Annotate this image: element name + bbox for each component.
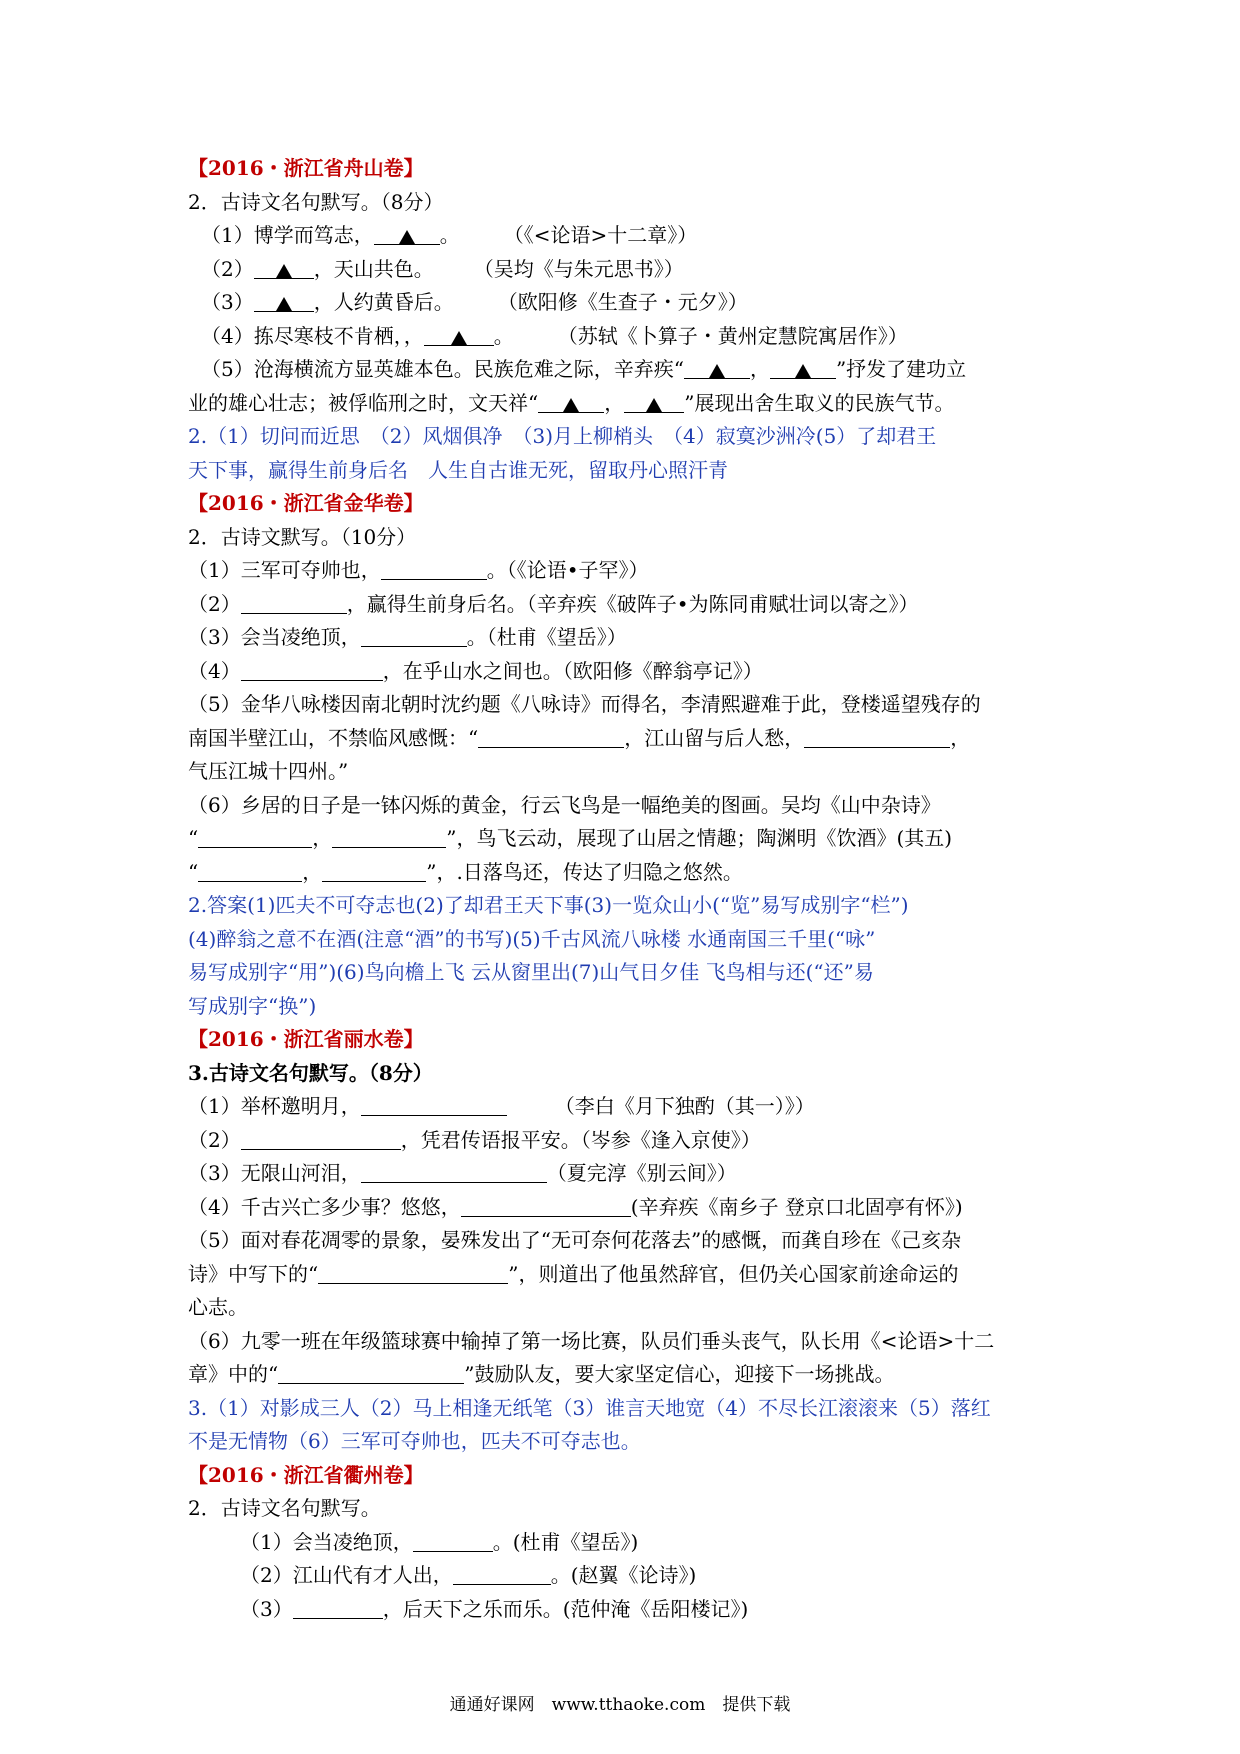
- question-item: （5）沧海横流方显英雄本色。民族危难之际，辛弃疾“ ， ”抒发了建功立: [201, 357, 967, 381]
- question-item: （4）拣尽寒枝不肯栖，， 。 （苏轼《卜算子・黄州定慧院寓居作》）: [201, 323, 908, 348]
- answer-line: 2.答案(1)匹夫不可夺志也(2)了却君王天下事(3)一览众山小(“览”易写成别字“栏”): [188, 893, 909, 917]
- triangle-icon: [646, 398, 662, 412]
- question-item: （3）无限山河泪， （夏完淳《别云间》）: [188, 1161, 737, 1185]
- section-header-lishui: 【2016・浙江省丽水卷】: [188, 1027, 424, 1051]
- answer-blank[interactable]: [374, 222, 440, 245]
- answer-blank[interactable]: [361, 1160, 547, 1183]
- answer-blank[interactable]: [322, 859, 426, 882]
- answer-blank[interactable]: [332, 825, 446, 848]
- question-item-cont: 南国半壁江山，不禁临风感慨：“ ，江山留与后人愁， ，: [188, 725, 971, 750]
- answer-blank[interactable]: [241, 658, 383, 681]
- triangle-icon: [276, 297, 292, 311]
- question-title: 2．古诗文名句默写。（8分）: [188, 189, 444, 214]
- triangle-icon: [709, 364, 725, 378]
- answer-blank[interactable]: [684, 356, 750, 379]
- answer-blank[interactable]: [318, 1261, 508, 1284]
- triangle-icon: [563, 398, 579, 412]
- question-item: （5）金华八咏楼因南北朝时沈约题《八咏诗》而得名，李清熙避难于此，登楼遥望残存的: [188, 692, 981, 716]
- answer-blank[interactable]: [770, 356, 836, 379]
- page-footer: 通通好课网 www.tthaoke.com 提供下载: [449, 1695, 791, 1715]
- answer-line: 不是无情物（6）三军可夺帅也，匹夫不可夺志也。: [188, 1429, 641, 1453]
- question-item: （4） ，在乎山水之间也。（欧阳修《醉翁亭记》）: [188, 658, 763, 683]
- section-header-quzhou: 【2016・浙江省衢州卷】: [188, 1462, 424, 1487]
- answer-blank[interactable]: [293, 1596, 383, 1619]
- question-item: （2） ，凭君传语报平安。（岑参《逢入京使》）: [188, 1127, 761, 1152]
- question-item: （1）博学而笃志， 。 （《<论语>十二章》）: [201, 223, 698, 247]
- answer-line: 2.（1）切问而近思 （2）风烟俱净 （3)月上柳梢头 （4）寂寞沙洲冷(5）了却君王: [188, 424, 937, 448]
- answer-blank[interactable]: [453, 1562, 551, 1585]
- answer-blank[interactable]: [241, 591, 347, 614]
- answer-blank[interactable]: [424, 323, 494, 346]
- answer-blank[interactable]: [254, 256, 314, 279]
- answer-line: 易写成别字“用”)(6)鸟向檐上飞 云从窗里出(7)山气日夕佳 飞鸟相与还(“还”易: [188, 960, 874, 984]
- triangle-icon: [399, 230, 415, 244]
- answer-line: (4)醉翁之意不在酒(注意“酒”的书写)(5)千古风流八咏楼 水通南国三千里(“咏”: [188, 926, 876, 951]
- question-item-cont: 诗》中写下的“ ”，则道出了他虽然辞官，但仍关心国家前途命运的: [188, 1261, 959, 1286]
- question-item: （3） ，人约黄昏后。 （欧阳修《生查子・元夕》）: [201, 290, 748, 314]
- question-item: （1）会当凌绝顶， 。(杜甫《望岳》): [240, 1529, 639, 1554]
- question-title: 3.古诗文名句默写。（8分）: [188, 1060, 433, 1085]
- question-item: （1）举杯邀明月， （李白《月下独酌（其一）》）: [188, 1094, 815, 1118]
- answer-blank[interactable]: [254, 289, 314, 312]
- answer-blank[interactable]: [538, 390, 604, 413]
- question-item-cont: “ ， ”，鸟飞云动，展现了山居之情趣；陶渊明《饮酒》(其五): [188, 826, 953, 850]
- answer-blank[interactable]: [478, 725, 624, 748]
- question-item-cont: 章》中的“ ”鼓励队友，要大家坚定信心，迎接下一场挑战。: [188, 1362, 895, 1386]
- question-item: （3） ，后天下之乐而乐。(范仲淹《岳阳楼记》): [240, 1596, 749, 1621]
- question-item: （3）会当凌绝顶， 。（杜甫《望岳》）: [188, 625, 627, 649]
- answer-blank[interactable]: [361, 1093, 507, 1116]
- answer-blank[interactable]: [461, 1194, 631, 1217]
- question-item: （2） ，赢得生前身后名。（辛弃疾《破阵子•为陈同甫赋壮词以寄之》）: [188, 591, 919, 616]
- answer-blank[interactable]: [624, 390, 684, 413]
- section-header-jinhua: 【2016・浙江省金华卷】: [188, 491, 424, 515]
- question-item: （2）江山代有才人出， 。(赵翼《论诗》): [240, 1563, 697, 1587]
- question-item: （6）九零一班在年级篮球赛中输掉了第一场比赛，队员们垂头丧气，队长用《<论语>十二: [188, 1328, 995, 1353]
- question-item-cont: 业的雄心壮志；被俘临刑之时，文天祥“ ， ”展现出舍生取义的民族气节。: [188, 390, 955, 415]
- question-title: 2．古诗文默写。（10分）: [188, 524, 417, 549]
- question-item: （4）千古兴亡多少事？悠悠， (辛弃疾《南乡子 登京口北固亭有怀》): [188, 1194, 963, 1219]
- question-item-cont: “ ， ”，.日落鸟还，传达了归隐之悠然。: [188, 859, 743, 884]
- answer-blank[interactable]: [198, 825, 312, 848]
- answer-blank[interactable]: [361, 624, 467, 647]
- answer-blank[interactable]: [241, 1127, 401, 1150]
- question-title: 2．古诗文名句默写。: [188, 1496, 381, 1520]
- answer-blank[interactable]: [198, 859, 302, 882]
- answer-blank[interactable]: [804, 725, 950, 748]
- document-page: [188, 152, 1058, 1626]
- triangle-icon: [276, 264, 292, 278]
- question-item: （6）乡居的日子是一钵闪烁的黄金，行云飞鸟是一幅绝美的图画。吴均《山中杂诗》: [188, 792, 941, 817]
- question-item-cont: 心志。: [188, 1295, 248, 1319]
- answer-line: 写成别字“换”): [188, 993, 317, 1018]
- triangle-icon: [451, 331, 467, 345]
- question-item-cont: 气压江城十四州。”: [188, 759, 349, 783]
- answer-blank[interactable]: [381, 557, 487, 580]
- answer-blank[interactable]: [278, 1361, 464, 1384]
- question-item: （5）面对春花凋零的景象，晏殊发出了“无可奈何花落去”的感慨，而龚自珍在《己亥杂: [188, 1228, 962, 1252]
- question-item: （2） ，天山共色。 （吴均《与朱元思书》）: [201, 256, 684, 281]
- answer-line: 3.（1）对影成三人（2）马上相逢无纸笔（3）谁言天地宽（4）不尽长江滚滚来（5）落红: [188, 1395, 991, 1420]
- triangle-icon: [795, 364, 811, 378]
- answer-blank[interactable]: [413, 1529, 493, 1552]
- answer-line: 天下事，赢得生前身后名 人生自古谁无死，留取丹心照汗青: [188, 457, 728, 482]
- question-item: （1）三军可夺帅也， 。（《论语•子罕》）: [188, 558, 649, 582]
- section-header-zhoushan: 【2016・浙江省舟山卷】: [188, 156, 424, 180]
